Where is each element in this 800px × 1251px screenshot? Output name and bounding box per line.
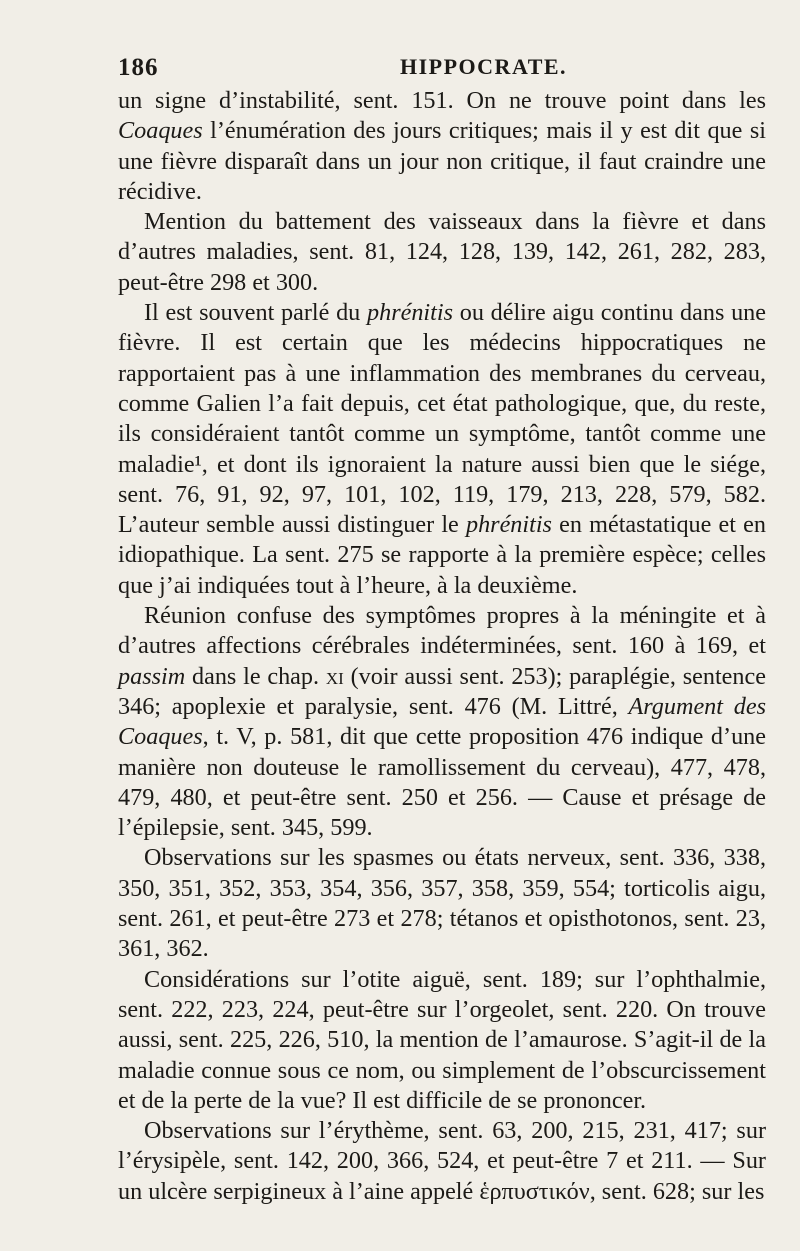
text-run: en métastatique et en idiopathique. La sent. 275 se rapporte à la première espèce; celles que j’ai indiquées tout à l’heure, à la deuxième.	[118, 511, 767, 599]
text-run: , sent. 628; sur les	[589, 1177, 765, 1205]
paragraph-3	[118, 298, 766, 601]
paragraph-7	[118, 1116, 766, 1207]
text-run: dans le chap.	[185, 662, 326, 690]
text-run: un signe d’instabilité, sent. 151. On ne trouve point dans les	[118, 87, 766, 114]
italic-text: phrénitis	[465, 511, 552, 539]
paragraph-6	[118, 965, 766, 1116]
paragraph-5	[118, 843, 766, 964]
text-run: Observations sur l’érythème, sent. 63, 200, 215, 231, 417; sur l’érysipèle, sent. 142, 200, 366, 524, et peut-être 7 et 211. — Sur un ulcère serpigineux à l’aine appelé	[118, 1117, 766, 1205]
text-run: (voir aussi sent. 253); paraplégie, sentence 346; apoplexie et paralysie, sent. 476 (M. Littré,	[118, 662, 766, 720]
paragraph-4	[118, 601, 766, 843]
italic-text: Argument des Coaques	[118, 692, 766, 751]
running-title: HIPPOCRATE.	[400, 54, 568, 79]
page-number: 186	[118, 54, 159, 81]
text-run: l’énumération des jours critiques; mais il y est dit que si une fièvre disparaît dans un jour non critique, il faut craindre une récidive.	[118, 117, 766, 205]
small-caps-text: xi	[325, 662, 344, 690]
text-run: Réunion confuse des symptômes propres à la méningite et à d’autres affections cérébrales indéterminées, sent. 160 à 169, et	[118, 602, 766, 660]
page-header	[118, 54, 768, 88]
italic-text: phrénitis	[367, 299, 454, 327]
greek-word: ἑρπυστικόν	[479, 1177, 590, 1205]
paragraph-2	[118, 207, 766, 298]
text-run: Il est souvent parlé du	[144, 299, 367, 327]
paragraph-1	[118, 86, 766, 207]
text-run: , t. V, p. 581, dit que cette proposition 476 indique d’une manière non douteuse le ramollissement du cerveau), 477, 478, 479, 480, et peut-être sent. 250 et 256. — Cause et présage de l’épilepsie, sent. 345, 599.	[118, 723, 766, 842]
text-run: Mention du battement des vaisseaux dans la fièvre et dans d’autres maladies, sent. 81, 124, 128, 139, 142, 261, 282, 283, peut-être 298 et 300.	[118, 208, 766, 296]
body-text	[118, 86, 766, 1207]
italic-text: Coaques	[118, 117, 203, 145]
text-run: ou délire aigu continu dans une fièvre. Il est certain que les médecins hippocratiques ne rapportaient pas à une inflammation des membranes du cerveau, comme Galien l’a fait depuis, cet état pathologique, que, du reste, ils considéraient tantôt comme un symptôme, tantôt comme une maladie¹, et dont ils ignoraient la nature aussi bien que le siége, sent. 76, 91, 92, 97, 101, 102, 119, 179, 213, 228, 579, 582. L’auteur semble aussi distinguer le	[118, 299, 767, 539]
italic-text: passim	[118, 662, 186, 690]
text-run: Considérations sur l’otite aiguë, sent. 189; sur l’ophthalmie, sent. 222, 223, 224, peut-être sur l’orgeolet, sent. 220. On trouve aussi, sent. 225, 226, 510, la mention de l’amaurose. S’agit-il de la maladie connue sous ce nom, ou simplement de l’obscurcissement et de la perte de la vue? Il est difficile de se prononcer.	[118, 965, 766, 1114]
text-run: Observations sur les spasmes ou états nerveux, sent. 336, 338, 350, 351, 352, 353, 354, 356, 357, 358, 359, 554; torticolis aigu, sent. 261, et peut-être 273 et 278; tétanos et opisthotonos, sent. 23, 361, 362.	[118, 844, 766, 963]
